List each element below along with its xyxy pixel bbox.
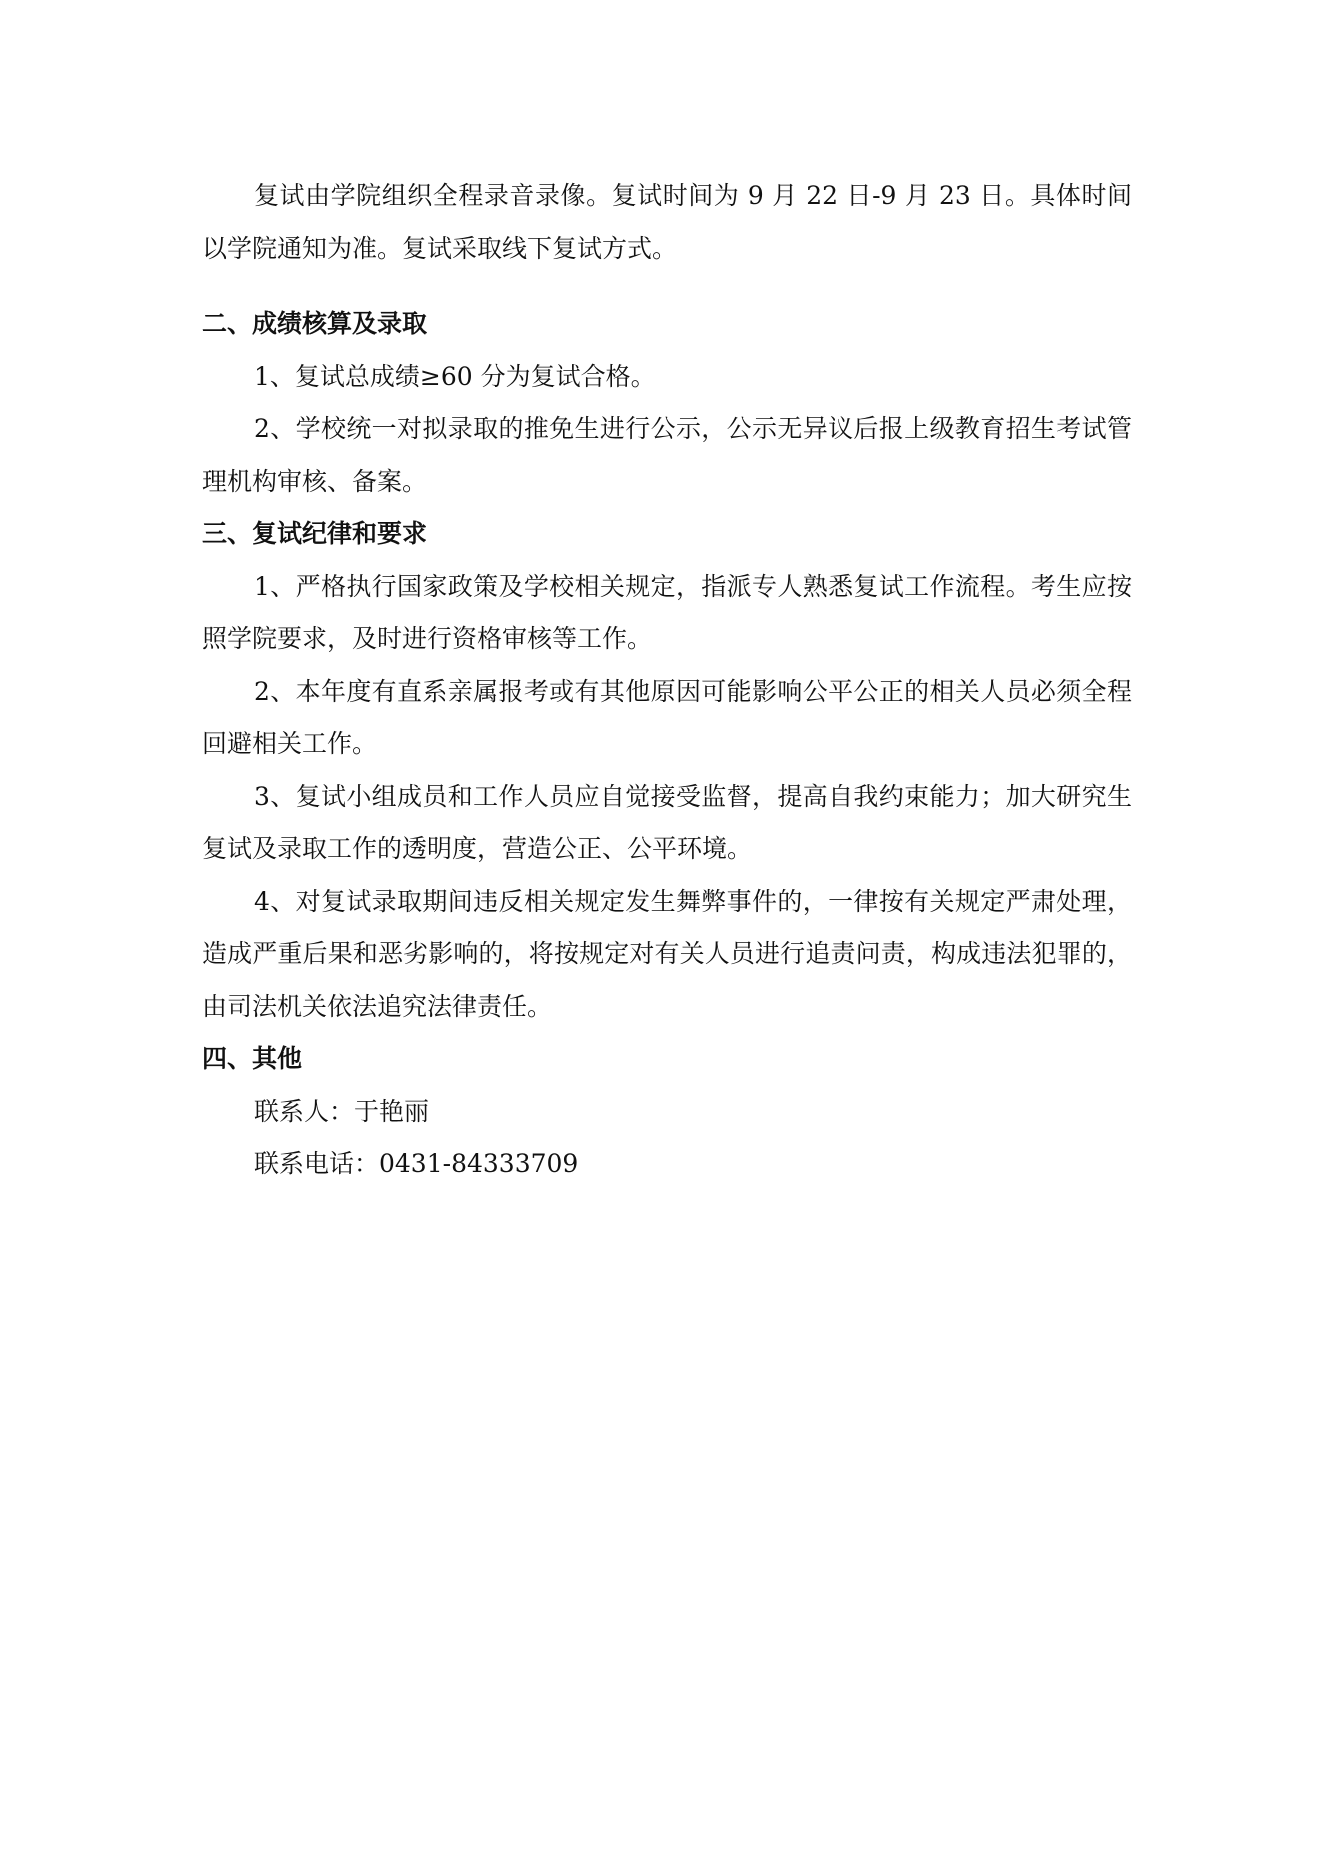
- discipline-item-2: 2、本年度有直系亲属报考或有其他原因可能影响公平公正的相关人员必须全程回避相关工作。: [202, 676, 1132, 758]
- section-discipline: [202, 508, 1132, 1033]
- section-heading-other: 四、其他: [202, 1044, 303, 1073]
- section-other: [202, 1033, 1132, 1191]
- section-scores: [202, 298, 1132, 508]
- intro-paragraph: 复试由学院组织全程录音录像。复试时间为 9 月 22 日-9 月 23 日。具体时间以学院通知为准。复试采取线下复试方式。: [202, 181, 1132, 263]
- scores-item-1: 1、复试总成绩≥60 分为复试合格。: [254, 361, 656, 391]
- discipline-item-3: 3、复试小组成员和工作人员应自觉接受监督，提高自我约束能力；加大研究生复试及录取工作的透明度，营造公正、公平环境。: [202, 781, 1132, 863]
- discipline-item-1: 1、严格执行国家政策及学校相关规定，指派专人熟悉复试工作流程。考生应按照学院要求，及时进行资格审核等工作。: [202, 571, 1132, 653]
- contact-phone: 联系电话：0431-84333709: [254, 1149, 579, 1178]
- contact-person: 联系人：于艳丽: [254, 1096, 430, 1126]
- section-heading-discipline: 三、复试纪律和要求: [202, 519, 428, 548]
- scores-item-2: 2、学校统一对拟录取的推免生进行公示，公示无异议后报上级教育招生考试管理机构审核、备案。: [202, 414, 1132, 496]
- document-page: [202, 170, 1132, 1191]
- section-heading-scores: 二、成绩核算及录取: [202, 309, 428, 338]
- discipline-item-4: 4、对复试录取期间违反相关规定发生舞弊事件的，一律按有关规定严肃处理，造成严重后果和恶劣影响的，将按规定对有关人员进行追责问责，构成违法犯罪的，由司法机关依法追究法律责任。: [202, 886, 1132, 1021]
